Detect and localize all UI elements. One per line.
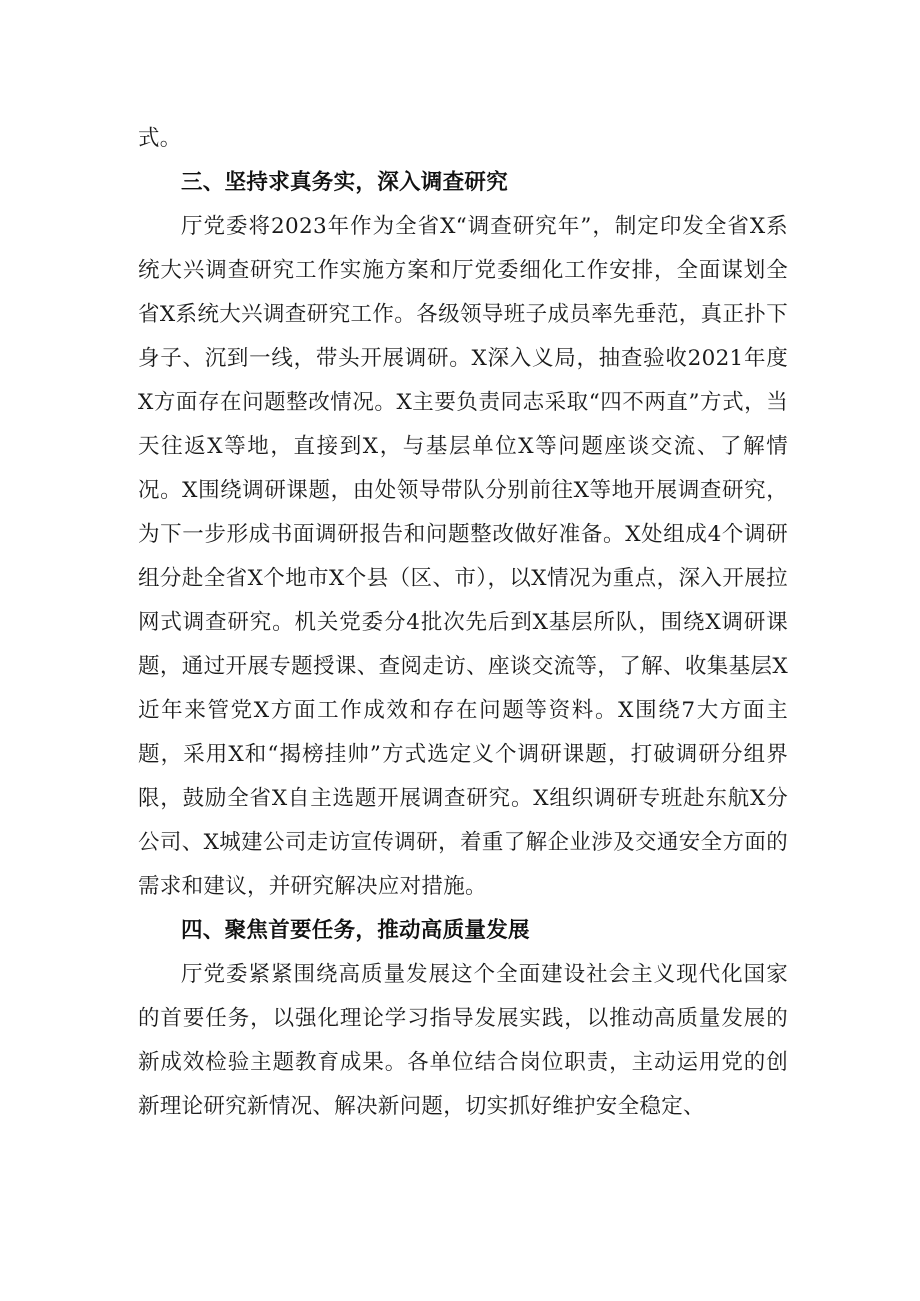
- section-heading-3: 三、坚持求真务实，深入调查研究: [181, 170, 509, 195]
- paragraph-development: 厅党委紧紧围绕高质量发展这个全面建设社会主义现代化国家的首要任务，以强化理论学习指导发展实践，以推动高质量发展的新成效检验主题教育成果。各单位结合岗位职责，主动运用党的创新理论研究新情况、解决新问题，切实抓好维护安全稳定、: [138, 962, 788, 1119]
- document-body: [138, 117, 788, 1129]
- paragraph-continuation: 式。: [138, 126, 182, 151]
- section-heading-4: 四、聚焦首要任务，推动高质量发展: [181, 918, 530, 943]
- paragraph-research: 厅党委将2023年作为全省X“调查研究年”，制定印发全省X系统大兴调查研究工作实施方案和厅党委细化工作安排，全面谋划全省X系统大兴调查研究工作。各级领导班子成员率先垂范，真正扑下身子、沉到一线，带头开展调研。X深入义局，抽查验收2021年度X方面存在问题整改情况。X主要负责同志采取“四不两直”方式，当天往返X等地，直接到X，与基层单位X等问题座谈交流、了解情况。X围绕调研课题，由处领导带队分别前往X等地开展调查研究，为下一步形成书面调研报告和问题整改做好准备。X处组成4个调研组分赴全省X个地市X个县（区、市），以X情况为重点，深入开展拉网式调查研究。机关党委分4批次先后到X基层所队，围绕X调研课题，通过开展专题授课、查阅走访、座谈交流等，了解、收集基层X近年来管党X方面工作成效和存在问题等资料。X围绕7大方面主题，采用X和“揭榜挂帅”方式选定义个调研课题，打破调研分组界限，鼓励全省X自主选题开展调查研究。X组织调研专班赴东航X分公司、X城建公司走访宣传调研，着重了解企业涉及交通安全方面的需求和建议，并研究解决应对措施。: [138, 214, 788, 899]
